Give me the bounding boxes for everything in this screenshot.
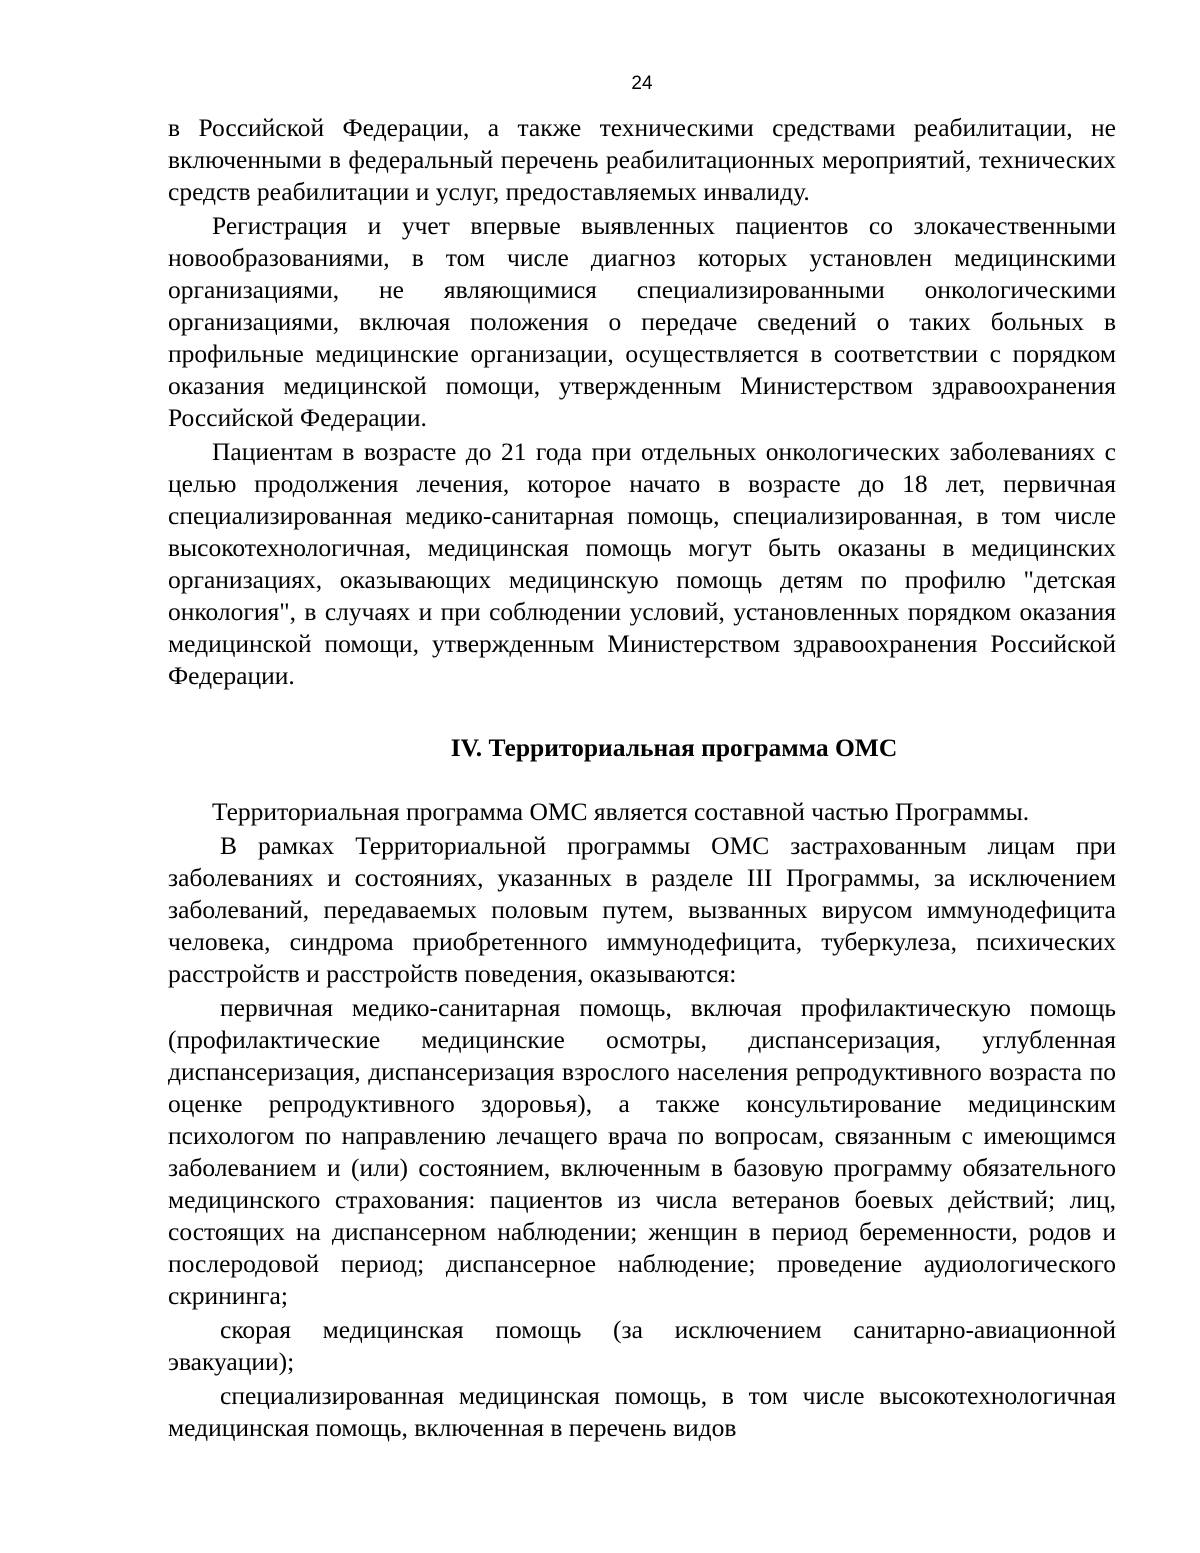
page-number: 24 xyxy=(631,73,653,94)
paragraph-rehabilitation-means: в Российской Федерации, а также техническими средствами реабилитации, не включенными в федеральный перечень реабилитационных мероприятий, технических средств реабилитации и услуг, предоставляемых инвалиду. xyxy=(168,113,1116,206)
paragraph-insured-persons: В рамках Территориальной программы ОМС застрахованным лицам при заболеваниях и состояниях, указанных в разделе III Программы, за исключением заболеваний, передаваемых половым путем, вызванных вирусом иммунодефицита человека, синдрома приобретенного иммунодефицита, туберкулеза, психических расстройств и расстройств поведения, оказываются: xyxy=(168,831,1116,988)
list-item-emergency-care: скорая медицинская помощь (за исключением санитарно-авиационной эвакуации); xyxy=(168,1315,1116,1376)
paragraph-program-part: Территориальная программа ОМС является составной частью Программы. xyxy=(212,797,1030,826)
list-item-primary-care: первичная медико-санитарная помощь, включая профилактическую помощь (профилактические медицинские осмотры, диспансеризация, углубленная диспансеризация, диспансеризация взрослого населения репродуктивного возраста по оценке репродуктивного здоровья), а также консультирование медицинским психологом по направлению лечащего врача по вопросам, связанным с имеющимся заболеванием и (или) состоянием, включенным в базовую программу обязательного медицинского страхования: пациентов из числа ветеранов боевых действий; лиц, состоящих на диспансерном наблюдении; женщин в период беременности, родов и послеродовой период; диспансерное наблюдение; проведение аудиологического скрининга; xyxy=(168,993,1116,1310)
section-heading: IV. Территориальная программа ОМС xyxy=(450,733,898,762)
list-item-specialized-care: специализированная медицинская помощь, в том числе высокотехнологичная медицинская помощь, включенная в перечень видов xyxy=(168,1381,1116,1442)
paragraph-oncology-registration: Регистрация и учет впервые выявленных пациентов со злокачественными новообразованиями, в том числе диагноз которых установлен медицинскими организациями, не являющимися специализированными онкологическими организациями, включая положения о передаче сведений о таких больных в профильные медицинские организации, осуществляется в соответствии с порядком оказания медицинской помощи, утвержденным Министерством здравоохранения Российской Федерации. xyxy=(168,211,1116,432)
paragraph-patients-under-21: Пациентам в возрасте до 21 года при отдельных онкологических заболеваниях с целью продолжения лечения, которое начато в возрасте до 18 лет, первичная специализированная медико-санитарная помощь, специализированная, в том числе высокотехнологичная, медицинская помощь могут быть оказаны в медицинских организациях, оказывающих медицинскую помощь детям по профилю "детская онкология", в случаях и при соблюдении условий, установленных порядком оказания медицинской помощи, утвержденным Министерством здравоохранения Российской Федерации. xyxy=(168,437,1116,690)
document-body xyxy=(168,112,1116,1444)
